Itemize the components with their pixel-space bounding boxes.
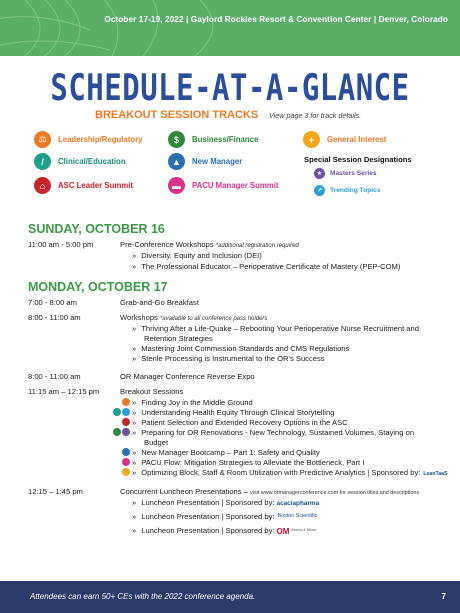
track-clinical [34,153,126,170]
bullet-text: Luncheon Presentation | Sponsored by: [141,526,275,535]
house-icon [122,418,130,426]
star-icon [122,428,130,436]
scales-icon [122,398,130,406]
star-icon: ★ [314,168,325,179]
track-label: Business/Finance [192,135,259,144]
list-item: » Thriving After a Life-Quake – Rebooting Your Perioperative Nurse Recruitment and [132,324,419,333]
session-title [120,487,419,496]
list-item: » Luncheon Presentation | Sponsored by: OM Owens & Minor [132,526,317,536]
bullet-text: Luncheon Presentation | Sponsored by: [141,498,275,507]
session-icons [122,468,130,476]
bullet-text: PACU Flow: Mitigation Strategies to Alleviate the Bottleneck, Part I [141,458,365,467]
session-time: 8:00 - 11:00 am [28,372,81,381]
acacia-logo: acaciapharma [276,500,320,507]
footer-banner [0,581,460,613]
page-title: SCHEDULE-AT-A-GLANCE [50,66,410,109]
session-icons [122,458,130,466]
bullet-text: Optimizing Block, Staff & Room Utilization with Predictive Analytics | Sponsored by: [141,468,421,477]
designation-label: Trending Topics [330,187,381,194]
title-text: Workshops [120,313,158,322]
session-time: 7:00 - 8:00 am [28,298,77,307]
title-text: Concurrent Luncheon Presentations – [120,487,248,496]
bullet-text: Thriving After a Life-Quake – Rebooting Your Perioperative Nurse Recruitment and [141,324,419,333]
scalpel-icon [113,408,121,416]
session-note: *additional registration required [215,243,299,249]
bullet-text: Patient Selection and Extended Recovery Options in the ASC [141,418,348,427]
bed-icon: ▬ [168,177,185,194]
person-icon [122,448,130,456]
session-title [120,240,299,249]
dollar-icon: $ [168,131,185,148]
bullet-text: Luncheon Presentation | Sponsored by: [141,512,275,521]
track-label: Clinical/Education [58,157,126,166]
list-item: » Diversity, Equity and Inclusion (DEI) [132,251,262,260]
plus-icon [122,468,130,476]
leantaas-logo: LeanTaaS [423,471,448,477]
track-general [303,131,386,148]
list-item: » Luncheon Presentation | Sponsored by: acaciapharma [132,498,320,507]
event-details: October 17-19, 2022 | Gaylord Rockies Resort & Convention Center | Denver, Colorado [104,15,448,24]
session-icons [113,428,130,436]
session-time: 8:00 - 11:00 am [28,313,81,322]
track-asc [34,177,133,194]
tracks-note: View page 3 for track details. [269,111,362,120]
session-time: 12:15 – 1:45 pm [28,487,83,496]
list-item: » Luncheon Presentation | Sponsored by: Boston Scientific [132,512,318,521]
bullet-text: Mastering Joint Commission Standards and CMS Regulations [141,344,350,353]
session-title: Grab-and-Go Breakfast [120,298,199,307]
tracks-heading: BREAKOUT SESSION TRACKS [95,109,259,121]
designation-masters [314,168,377,179]
track-business [168,131,258,148]
sunday-heading: SUNDAY, OCTOBER 16 [28,222,165,236]
bullet-text: The Professional Educator – Perioperative Certificate of Mastery (PEP-COM) [141,262,401,271]
header-banner [0,0,460,56]
scales-icon: ⚖ [34,131,51,148]
session-icons [122,418,130,426]
bullet-text: Preparing for OR Renovations - New Technology, Sustained Volumes, Staying on [141,428,415,437]
designation-label: Masters Series [330,170,377,177]
session-icons [113,408,130,416]
special-designations-heading: Special Session Designations [304,155,412,164]
designation-trending [314,185,380,196]
owens-minor-logo [277,527,317,536]
track-label: General Interest [327,135,387,144]
track-new-manager [168,153,242,170]
track-label: PACU Manager Summit [192,181,279,190]
scalpel-icon: / [34,153,51,170]
list-item-continued: Retention Strategies [144,334,213,343]
list-item: » Patient Selection and Extended Recovery Options in the ASC [132,418,348,427]
session-time: 11:15 am – 12:15 pm [28,387,100,396]
trend-icon: ↗ [314,185,325,196]
bullet-text: New Manager Bootcamp – Part 1: Safety and Quality [141,448,320,457]
plus-icon: + [303,131,320,148]
decorative-pattern [0,0,460,56]
session-title: OR Manager Conference Reverse Expo [120,372,255,381]
session-note: *available to all conference pass holders [159,316,268,322]
list-item: » New Manager Bootcamp – Part 1: Safety and Quality [132,448,320,457]
list-item: » Sterile Processing is Instrumental to the OR's Success [132,354,325,363]
session-title [120,313,267,322]
person-icon: ▲ [168,153,185,170]
track-label: New Manager [192,157,243,166]
om-name: Owens & Minor [290,528,317,533]
list-item: » Optimizing Block, Staff & Room Utilization with Predictive Analytics | Sponsored by: LeanTaaS [132,468,448,477]
title-text: Pre-Conference Workshops [120,240,214,249]
session-time: 11:00 am - 5:00 pm [28,240,94,249]
bullet-text: Understanding Health Equity Through Clinical Storytelling [141,408,335,417]
bullet-text: Sterile Processing is Instrumental to the OR's Success [141,354,325,363]
session-icons [122,398,130,406]
track-leadership [34,131,143,148]
bullet-text: Finding Joy in the Middle Ground [141,398,253,407]
monday-heading: MONDAY, OCTOBER 17 [28,280,168,294]
dollar-icon [113,428,121,436]
list-item: » Mastering Joint Commission Standards and CMS Regulations [132,344,350,353]
track-label: ASC Leader Summit [58,181,133,190]
session-title: Breakout Sessions [120,387,184,396]
house-icon: ⌂ [34,177,51,194]
trend-icon [122,408,130,416]
boston-scientific-logo: Boston Scientific [277,513,318,520]
list-item: » The Professional Educator – Perioperative Certificate of Mastery (PEP-COM) [132,262,401,271]
list-item: » Understanding Health Equity Through Clinical Storytelling [132,408,335,417]
bullet-text: Diversity, Equity and Inclusion (DEI) [141,251,262,260]
bed-icon [122,458,130,466]
list-item-continued: Budget [144,438,169,447]
list-item: » Preparing for OR Renovations - New Technology, Sustained Volumes, Staying on [132,428,415,437]
session-icons [122,448,130,456]
om-mark: OM [276,526,290,536]
track-pacu [168,177,279,194]
list-item: » Finding Joy in the Middle Ground [132,398,253,407]
session-note: visit www.ormanagerconference.com for session titles and descriptions [250,490,420,496]
list-item: » PACU Flow: Mitigation Strategies to Alleviate the Bottleneck, Part I [132,458,365,467]
track-label: Leadership/Regulatory [58,135,143,144]
page-number: 7 [441,592,446,601]
footer-text: Attendees can earn 50+ CEs with the 2022 conference agenda. [30,592,256,601]
